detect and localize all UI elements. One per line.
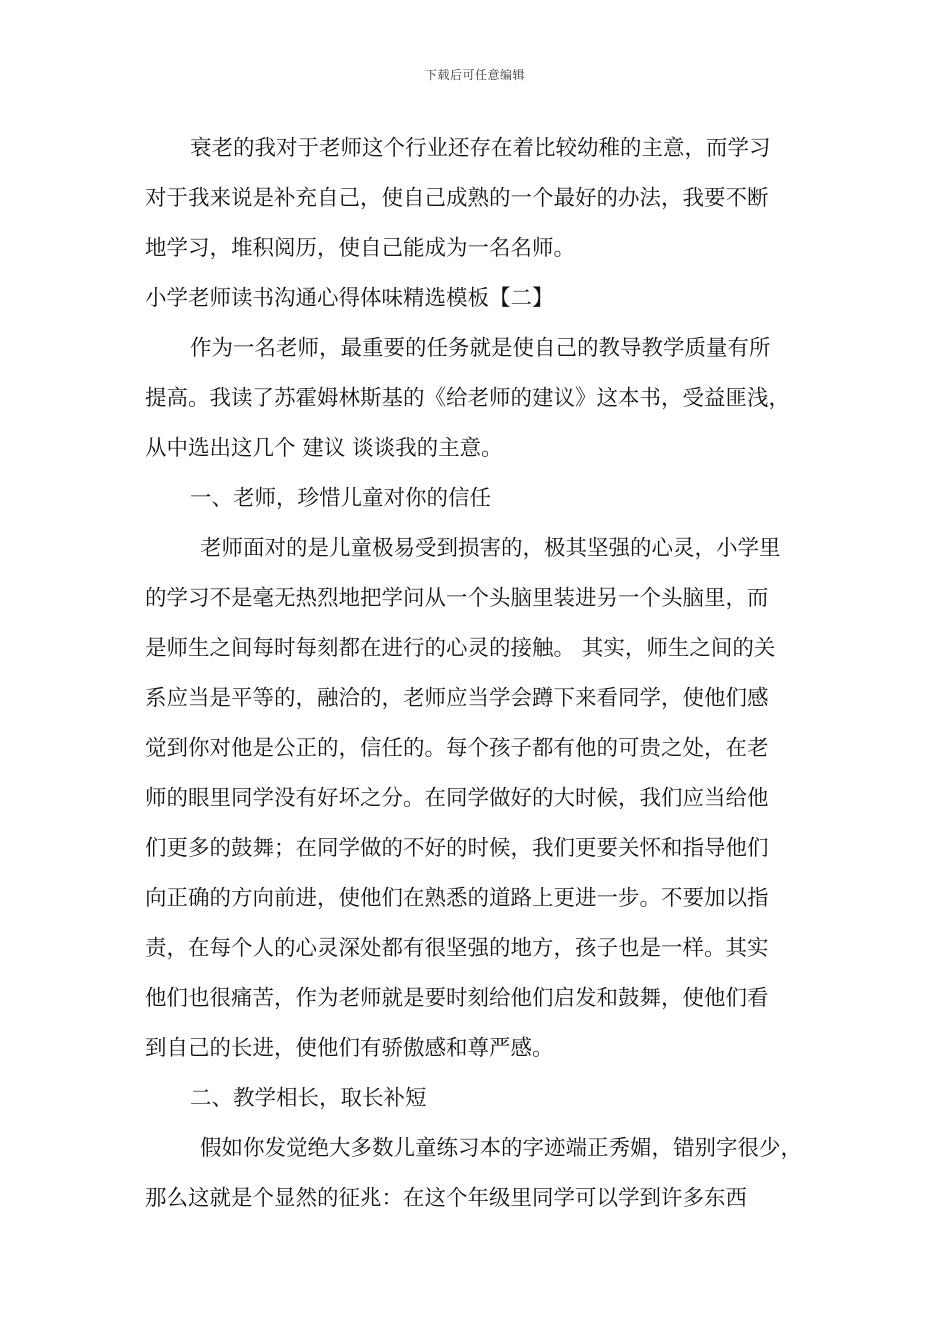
paragraph-line: 地学习，堆积阅历，使自己能成为一名名师。 bbox=[145, 236, 576, 261]
paragraph-line: 老师面对的是儿童极易受到损害的，极其坚强的心灵，小学里 bbox=[200, 536, 781, 561]
paragraph-line: 那么这就是个显然的征兆：在这个年级里同学可以学到许多东西 bbox=[145, 1186, 748, 1211]
paragraph-line: 师的眼里同学没有好坏之分。在同学做好的大时候，我们应当给他 bbox=[145, 786, 769, 811]
paragraph-line: 他们也很痛苦，作为老师就是要时刻给他们启发和鼓舞，使他们看 bbox=[145, 986, 769, 1011]
section-heading: 小学老师读书沟通心得体味精选模板【二】 bbox=[145, 286, 554, 311]
paragraph-line: 觉到你对他是公正的，信任的。每个孩子都有他的可贵之处，在老 bbox=[145, 736, 769, 761]
paragraph-line: 的学习不是毫无热烈地把学问从一个头脑里装进另一个头脑里，而 bbox=[145, 586, 769, 611]
page-header: 下载后可任意编辑 bbox=[424, 68, 525, 82]
subsection-heading: 一、老师，珍惜儿童对你的信任 bbox=[190, 486, 492, 511]
paragraph-line: 提高。我读了苏霍姆林斯基的《给老师的建议》这本书，受益匪浅， bbox=[145, 386, 791, 411]
paragraph-line: 假如你发觉绝大多数儿童练习本的字迹端正秀媚，错别字很少， bbox=[200, 1136, 803, 1161]
paragraph-line: 从中选出这几个 建议 谈谈我的主意。 bbox=[145, 436, 503, 461]
paragraph-line: 作为一名老师，最重要的任务就是使自己的教导教学质量有所 bbox=[190, 336, 771, 361]
paragraph-line: 衰老的我对于老师这个行业还存在着比较幼稚的主意，而学习 bbox=[190, 136, 771, 161]
paragraph-line: 们更多的鼓舞；在同学做的不好的时候，我们更要关怀和指导他们 bbox=[145, 836, 769, 861]
paragraph-line: 责，在每个人的心灵深处都有很坚强的地方，孩子也是一样。其实 bbox=[145, 936, 769, 961]
paragraph-line: 向正确的方向前进，使他们在熟悉的道路上更进一步。不要加以指 bbox=[145, 886, 769, 911]
paragraph-line: 是师生之间每时每刻都在进行的心灵的接触。 其实，师生之间的关 bbox=[145, 636, 776, 661]
paragraph-line: 系应当是平等的，融洽的，老师应当学会蹲下来看同学，使他们感 bbox=[145, 686, 769, 711]
subsection-heading: 二、教学相长，取长补短 bbox=[190, 1086, 427, 1111]
paragraph-line: 对于我来说是补充自己，使自己成熟的一个最好的办法，我要不断 bbox=[145, 186, 769, 211]
paragraph-line: 到自己的长进，使他们有骄傲感和尊严感。 bbox=[145, 1036, 554, 1061]
